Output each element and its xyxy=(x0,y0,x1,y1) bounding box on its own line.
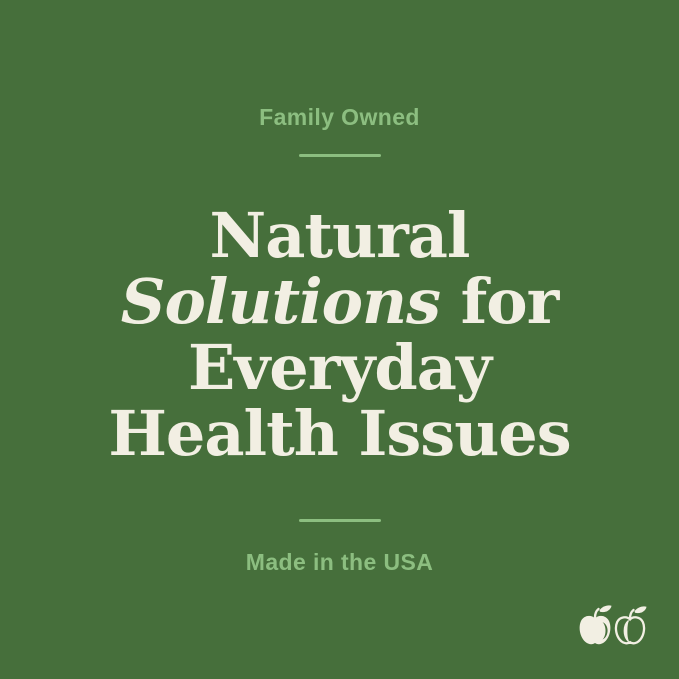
headline-line-2 xyxy=(0,265,679,338)
made-in-usa-label: Made in the USA xyxy=(245,549,434,575)
two-apples-icon xyxy=(578,597,651,654)
headline-line-2-rest: for xyxy=(440,265,559,338)
headline-line-4: Health Issues xyxy=(108,397,571,470)
divider-line-bottom xyxy=(299,519,381,522)
headline-line-1: Natural xyxy=(209,199,470,272)
headline xyxy=(0,199,679,470)
headline-line-3: Everyday xyxy=(188,331,491,404)
divider-line-top xyxy=(299,154,381,157)
headline-line-2-italic: Solutions xyxy=(120,265,440,338)
family-owned-label: Family Owned xyxy=(259,104,420,130)
brand-logo xyxy=(578,597,651,654)
